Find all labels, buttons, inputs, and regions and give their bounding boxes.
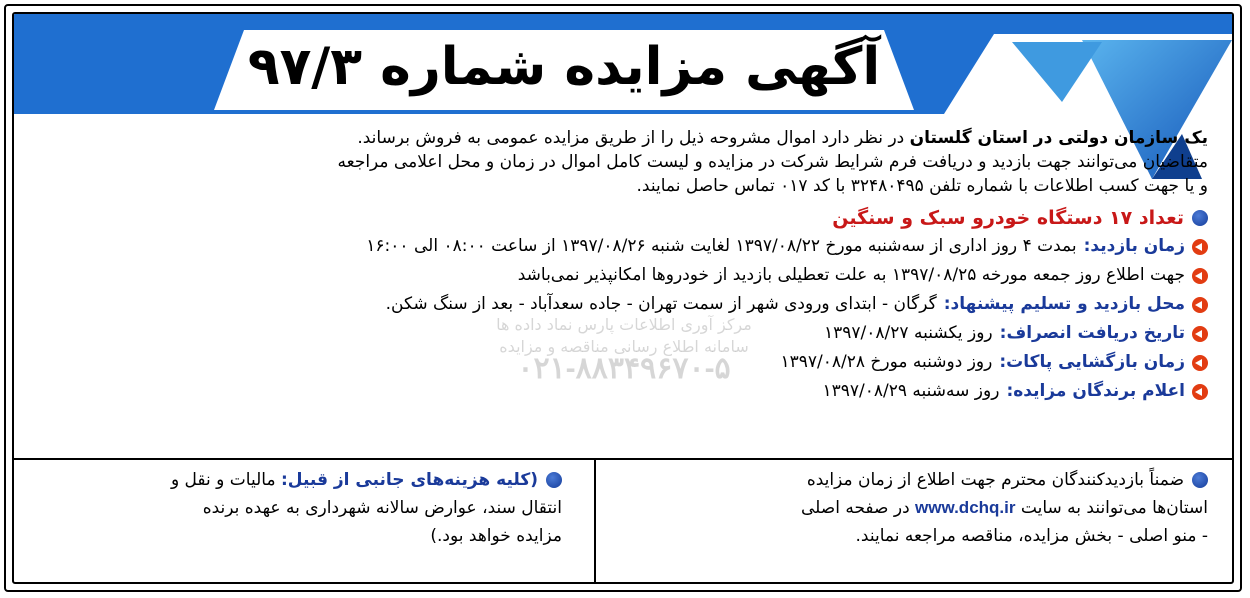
intro-line xyxy=(34,126,1208,150)
note-line: انتقال سند، عوارض سالانه شهرداری به عهده برنده xyxy=(202,498,562,518)
detail-text: روز یکشنبه ۱۳۹۷/۰۸/۲۷ xyxy=(824,323,993,343)
detail-text: بمدت ۴ روز اداری از سه‌شنبه مورخ ۱۳۹۷/۰۸/۲۲ لغایت شنبه ۱۳۹۷/۰۸/۲۶ از ساعت ۰۸:۰۰ الی ۱۶:۰۰ xyxy=(366,236,1077,256)
ad-body xyxy=(34,126,1208,406)
detail-text: روز دوشنبه مورخ ۱۳۹۷/۰۸/۲۸ xyxy=(780,352,993,372)
intro-line: و یا جهت کسب اطلاعات با شماره تلفن ۳۲۴۸۰۴۹۵ با کد ۰۱۷ تماس حاصل نمایند. xyxy=(636,176,1208,196)
bottom-divider xyxy=(14,458,1232,460)
detail-text: جهت اطلاع روز جمعه مورخه ۱۳۹۷/۰۸/۲۵ به علت تعطیلی بازدید از خودروها امکانپذیر نمی‌باشد xyxy=(517,265,1185,285)
note-line xyxy=(34,466,562,494)
detail-row xyxy=(34,261,1208,290)
arrow-bullet-icon xyxy=(1192,239,1208,255)
heading-text: تعداد ۱۷ دستگاه خودرو سبک و سنگین xyxy=(832,207,1184,229)
detail-label: اعلام برندگان مزایده: xyxy=(1006,381,1185,401)
bullet-icon xyxy=(546,472,562,488)
detail-row xyxy=(34,232,1208,261)
detail-label: زمان بازگشایی پاکات: xyxy=(999,352,1185,372)
arrow-bullet-icon xyxy=(1192,384,1208,400)
detail-row xyxy=(34,377,1208,406)
note-line: - منو اصلی - بخش مزایده، مناقصه مراجعه نمایند. xyxy=(855,526,1208,546)
note-text: استان‌ها می‌توانند به سایت xyxy=(1015,498,1208,518)
org-name: یک سازمان دولتی در استان گلستان xyxy=(909,128,1208,148)
page-title: آگهی مزایده شماره ۹۷/۳ xyxy=(247,37,881,97)
note-text: ضمناً بازدیدکنندگان محترم جهت اطلاع از زمان مزایده xyxy=(806,470,1184,490)
costs-label: (کلیه هزینه‌های جانبی از قبیل: xyxy=(280,470,538,490)
note-text: در صفحه اصلی xyxy=(800,498,916,518)
watermark-line: مرکز آوری اطلاعات پارس نماد داده ها xyxy=(496,315,752,334)
intro-text: در نظر دارد اموال مشروحه ذیل را از طریق مزایده عمومی به فروش برساند. xyxy=(357,128,910,148)
bullet-icon xyxy=(1192,210,1208,226)
bullet-icon xyxy=(1192,472,1208,488)
column-divider xyxy=(594,458,596,582)
vehicle-count-heading xyxy=(34,204,1208,232)
arrow-bullet-icon xyxy=(1192,355,1208,371)
costs-note xyxy=(34,466,562,550)
note-line: مزایده خواهد بود.) xyxy=(430,526,562,546)
arrow-bullet-icon xyxy=(1192,297,1208,313)
detail-row xyxy=(34,290,1208,319)
arrow-bullet-icon xyxy=(1192,326,1208,342)
note-line xyxy=(614,466,1208,494)
ad-frame xyxy=(4,4,1242,592)
detail-label: تاریخ دریافت انصراف: xyxy=(999,323,1185,343)
website-note xyxy=(614,466,1208,550)
arrow-bullet-icon xyxy=(1192,268,1208,284)
intro-line: متقاضیان می‌توانند جهت بازدید و دریافت فرم شرایط شرکت در مزایده و لیست کامل اموال در زمان و محل اعلامی مراجعه xyxy=(337,152,1208,172)
detail-label: محل بازدید و تسلیم پیشنهاد: xyxy=(943,294,1185,314)
note-text: مالیات و نقل و xyxy=(170,470,281,490)
watermark-phone: ۰۲۱-۸۸۳۴۹۶۷۰-۵ xyxy=(517,352,731,385)
detail-text: گرگان - ابتدای ورودی شهر از سمت تهران - جاده سعدآباد - بعد از سنگ شکن. xyxy=(385,294,937,314)
ad-inner-border xyxy=(12,12,1234,584)
detail-text: روز سه‌شنبه ۱۳۹۷/۰۸/۲۹ xyxy=(822,381,1000,401)
detail-row xyxy=(34,319,1208,348)
detail-label: زمان بازدید: xyxy=(1083,236,1185,256)
detail-row xyxy=(34,348,1208,377)
website-link[interactable]: www.dchq.ir xyxy=(915,498,1016,517)
watermark-line: سامانه اطلاع رسانی مناقصه و مزایده xyxy=(499,337,749,356)
note-line xyxy=(614,494,1208,522)
